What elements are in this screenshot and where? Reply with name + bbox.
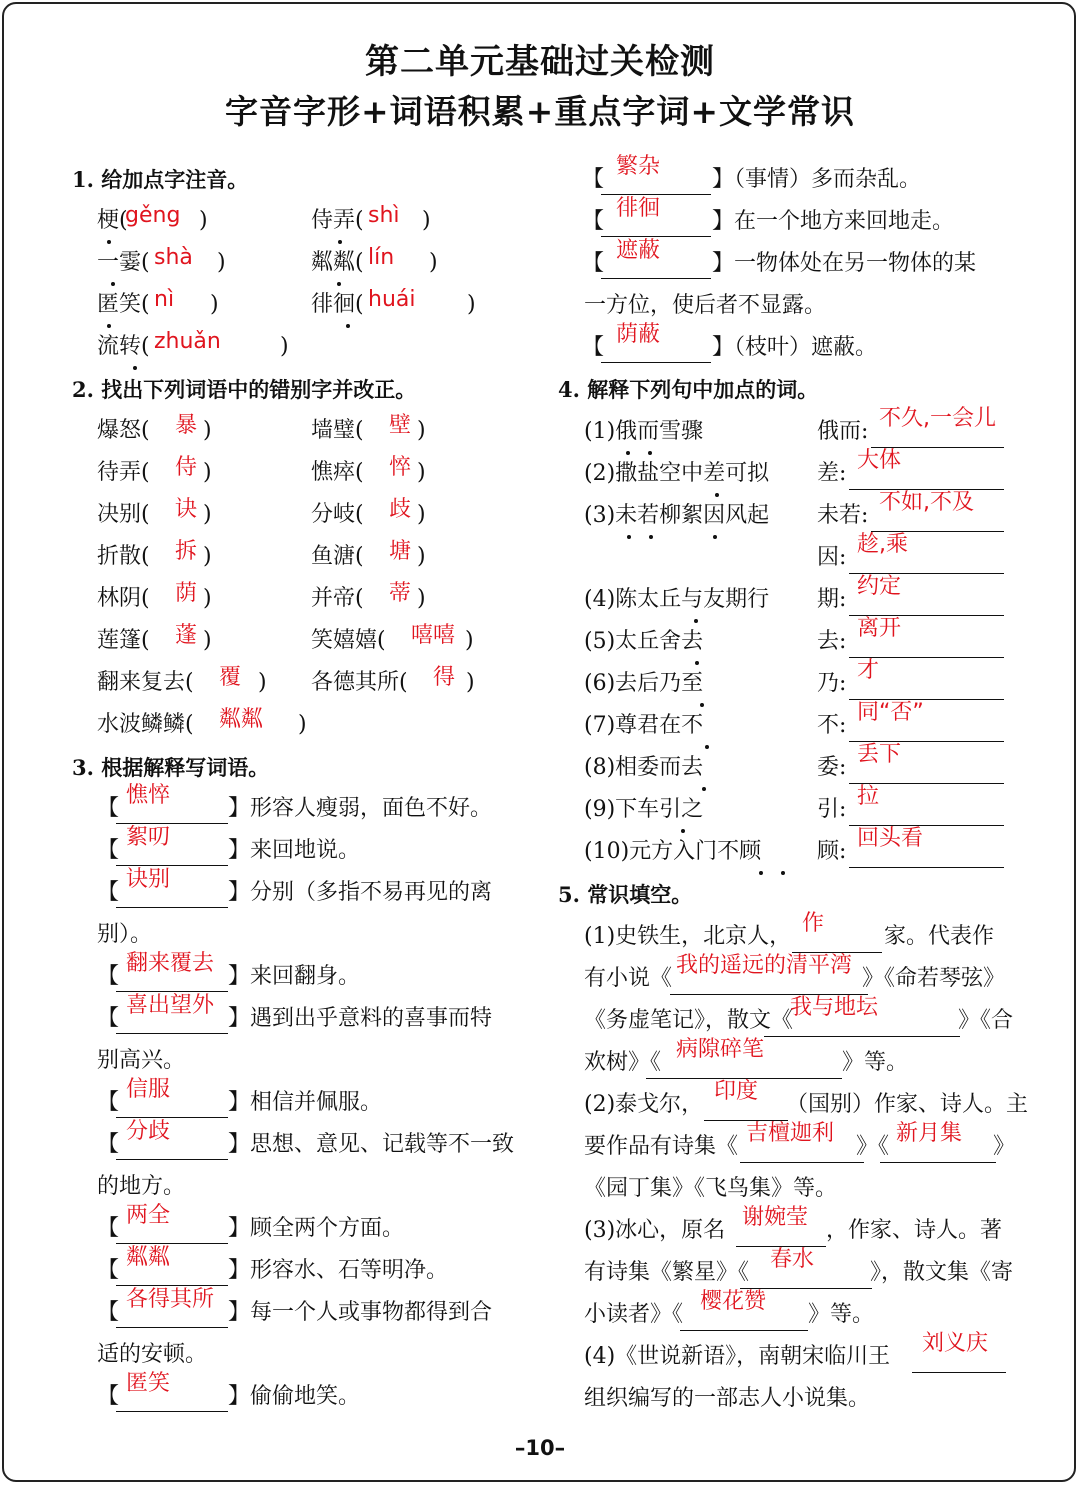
s3-open-bracket: 【 bbox=[97, 1132, 120, 1157]
s1-paren: ) bbox=[210, 292, 219, 317]
section-heading: 2. 找出下列词语中的错别字并改正。 bbox=[72, 377, 417, 402]
s3-definition: 】遇到出乎意料的喜事而特 bbox=[228, 1006, 493, 1031]
s4-meaning-answer: 不久,一会儿 bbox=[879, 406, 996, 431]
s5-text: 》《 bbox=[856, 1134, 890, 1159]
answer-blank-line bbox=[116, 1033, 228, 1034]
s4-keyword: 因: bbox=[817, 545, 847, 570]
s3-open-bracket: 【 bbox=[97, 1258, 120, 1283]
s3-definition: 】相信并佩服。 bbox=[228, 1090, 383, 1115]
emphasis-dot bbox=[694, 619, 698, 623]
s1-word: 梗( bbox=[97, 208, 128, 233]
page-subtitle: 字音字形+词语积累+重点字词+文学常识 bbox=[225, 92, 855, 131]
s2-word: 爆怒( bbox=[97, 418, 150, 443]
s5-text: (2)泰戈尔， bbox=[584, 1092, 704, 1117]
s3-word-answer: 诀别 bbox=[126, 867, 171, 892]
s3-open-bracket: 【 bbox=[97, 1216, 120, 1241]
s3-definition-cont: 适的安顿。 bbox=[97, 1342, 208, 1367]
s4-sentence: (7)尊君在不 bbox=[584, 713, 704, 738]
section-heading: 3. 根据解释写词语。 bbox=[72, 755, 270, 780]
s4-keyword: 未若: bbox=[817, 503, 869, 528]
s3-open-bracket: 【 bbox=[97, 964, 120, 989]
s5-text: (1)史铁生，北京人， bbox=[584, 924, 792, 949]
s2-correction-answer: 悴 bbox=[389, 455, 412, 480]
answer-blank-line bbox=[740, 1162, 864, 1163]
s5-text: 》 bbox=[993, 1134, 1016, 1159]
s3-definition: 】（事情）多而杂乱。 bbox=[712, 167, 922, 192]
s5-text: (4)《世说新语》，南朝宋临川王 bbox=[584, 1344, 891, 1369]
emphasis-dot bbox=[648, 451, 652, 455]
s2-correction-answer: 侍 bbox=[175, 455, 198, 480]
s2-paren: ) bbox=[203, 502, 212, 527]
s1-paren: ) bbox=[467, 292, 476, 317]
s2-correction-answer: 得 bbox=[433, 665, 456, 690]
s2-correction-answer: 覆 bbox=[219, 665, 242, 690]
s1-paren: ) bbox=[217, 250, 226, 275]
s2-word: 折散( bbox=[97, 544, 150, 569]
emphasis-dot bbox=[705, 745, 709, 749]
s3-open-bracket: 【 bbox=[582, 335, 605, 360]
emphasis-dot bbox=[702, 787, 706, 791]
s3-open-bracket: 【 bbox=[97, 796, 120, 821]
answer-blank-line bbox=[680, 1330, 808, 1331]
s2-correction-answer: 暴 bbox=[175, 413, 198, 438]
s5-text: （国别）作家、诗人。主 bbox=[786, 1092, 1029, 1117]
s4-meaning-answer: 才 bbox=[857, 658, 880, 683]
s2-paren: ) bbox=[417, 586, 426, 611]
s1-pinyin-answer: gěng bbox=[125, 203, 181, 228]
s1-word: 一霎( bbox=[97, 250, 150, 275]
s2-correction-answer: 塘 bbox=[389, 539, 412, 564]
emphasis-dot bbox=[759, 871, 763, 875]
s4-keyword: 不: bbox=[817, 713, 847, 738]
s1-pinyin-answer: shà bbox=[154, 245, 193, 270]
s3-word-answer: 荫蔽 bbox=[616, 322, 661, 347]
s5-answer: 我与地坛 bbox=[790, 995, 879, 1020]
emphasis-dot bbox=[133, 366, 137, 370]
s3-definition-cont: 别高兴。 bbox=[97, 1048, 186, 1073]
s2-correction-answer: 荫 bbox=[175, 581, 198, 606]
s2-word: 鱼溏( bbox=[311, 544, 364, 569]
s3-word-answer: 喜出望外 bbox=[126, 993, 215, 1018]
s4-sentence: (1)俄而雪骤 bbox=[584, 419, 704, 444]
s5-answer: 春水 bbox=[770, 1247, 815, 1272]
s3-definition: 】形容人瘦弱，面色不好。 bbox=[228, 796, 493, 821]
s2-word: 翻来复去( bbox=[97, 670, 194, 695]
s3-definition: 】（枝叶）遮蔽。 bbox=[712, 335, 878, 360]
s1-word: 匿笑( bbox=[97, 292, 150, 317]
s1-paren: ) bbox=[422, 208, 431, 233]
s1-pinyin-answer: zhuǎn bbox=[154, 329, 221, 354]
s5-text: 《务虚笔记》，散文《 bbox=[584, 1008, 794, 1033]
s5-answer: 我的遥远的清平湾 bbox=[676, 953, 853, 978]
answer-blank-line bbox=[880, 1162, 996, 1163]
s5-answer: 樱花赞 bbox=[700, 1289, 767, 1314]
s4-keyword: 委: bbox=[817, 755, 847, 780]
s3-open-bracket: 【 bbox=[582, 251, 605, 276]
s3-open-bracket: 【 bbox=[97, 1300, 120, 1325]
s2-paren: ) bbox=[203, 418, 212, 443]
emphasis-dot bbox=[337, 282, 341, 286]
emphasis-dot bbox=[107, 240, 111, 244]
s2-paren: ) bbox=[417, 502, 426, 527]
answer-blank-line bbox=[116, 1327, 228, 1328]
s2-word: 待弄( bbox=[97, 460, 150, 485]
s3-definition: 】来回地说。 bbox=[228, 838, 361, 863]
s1-pinyin-answer: shì bbox=[368, 203, 400, 228]
emphasis-dot bbox=[111, 282, 115, 286]
s4-keyword: 期: bbox=[817, 587, 847, 612]
s2-word: 墙璧( bbox=[311, 418, 364, 443]
s3-word-answer: 两全 bbox=[126, 1203, 171, 1228]
s5-answer: 吉檀迦利 bbox=[746, 1121, 835, 1146]
s3-open-bracket: 【 bbox=[97, 1006, 120, 1031]
s3-word-answer: 徘徊 bbox=[616, 196, 661, 221]
s1-word: 流转( bbox=[97, 334, 150, 359]
s3-definition-cont: 的地方。 bbox=[97, 1174, 186, 1199]
s2-paren: ) bbox=[417, 460, 426, 485]
s5-text: ，作家、诗人。著 bbox=[826, 1218, 1003, 1243]
s5-text: 欢树》《 bbox=[584, 1050, 662, 1075]
s3-open-bracket: 【 bbox=[97, 1090, 120, 1115]
s5-text: 组织编写的一部志人小说集。 bbox=[584, 1386, 871, 1411]
s5-answer: 谢婉莹 bbox=[742, 1205, 809, 1230]
s4-meaning-answer: 拉 bbox=[857, 784, 880, 809]
s3-definition: 】一物体处在另一物体的某 bbox=[712, 251, 977, 276]
s5-text: (3)冰心，原名 bbox=[584, 1218, 726, 1243]
s2-paren: ) bbox=[203, 586, 212, 611]
s2-paren: ) bbox=[258, 670, 267, 695]
s3-open-bracket: 【 bbox=[97, 880, 120, 905]
s3-definition-cont: 一方位，使后者不显露。 bbox=[584, 293, 827, 318]
s3-word-answer: 各得其所 bbox=[126, 1287, 215, 1312]
s3-definition: 】每一个人或事物都得到合 bbox=[228, 1300, 493, 1325]
s2-paren: ) bbox=[203, 544, 212, 569]
s3-word-answer: 遮蔽 bbox=[616, 238, 661, 263]
s5-text: 有诗集《繁星》《 bbox=[584, 1260, 750, 1285]
s3-definition: 】思想、意见、记载等不一致 bbox=[228, 1132, 515, 1157]
s3-definition: 】在一个地方来回地走。 bbox=[712, 209, 955, 234]
s3-open-bracket: 【 bbox=[582, 209, 605, 234]
s4-sentence: (5)太丘舍去 bbox=[584, 629, 704, 654]
s2-correction-answer: 诀 bbox=[175, 497, 198, 522]
s3-definition: 】偷偷地笑。 bbox=[228, 1384, 361, 1409]
s2-word: 并帝( bbox=[311, 586, 364, 611]
s5-text: 》等。 bbox=[808, 1302, 875, 1327]
emphasis-dot bbox=[695, 661, 699, 665]
emphasis-dot bbox=[700, 703, 704, 707]
emphasis-dot bbox=[627, 535, 631, 539]
emphasis-dot bbox=[649, 535, 653, 539]
s2-word: 分岐( bbox=[311, 502, 364, 527]
s2-paren: ) bbox=[417, 418, 426, 443]
s3-definition: 】来回翻身。 bbox=[228, 964, 361, 989]
emphasis-dot bbox=[346, 324, 350, 328]
s2-correction-answer: 嘻嘻 bbox=[411, 623, 456, 648]
s3-word-answer: 絮叨 bbox=[126, 825, 171, 850]
answer-blank-line bbox=[764, 1036, 960, 1037]
s1-pinyin-answer: nì bbox=[154, 287, 175, 312]
s5-text: 》《命若琴弦》 bbox=[862, 966, 1006, 991]
s3-open-bracket: 【 bbox=[97, 1384, 120, 1409]
s1-word: 侍弄( bbox=[311, 208, 364, 233]
s3-word-answer: 憔悴 bbox=[126, 783, 171, 808]
emphasis-dot bbox=[338, 240, 342, 244]
s5-answer: 刘义庆 bbox=[922, 1331, 989, 1356]
s4-sentence: (6)去后乃至 bbox=[584, 671, 704, 696]
s5-text: 》，散文集《寄 bbox=[870, 1260, 1014, 1285]
page-title: 第二单元基础过关检测 bbox=[365, 42, 715, 82]
answer-blank-line bbox=[601, 278, 711, 279]
s4-sentence: (8)相委而去 bbox=[584, 755, 704, 780]
s3-word-answer: 粼粼 bbox=[126, 1245, 171, 1270]
s4-keyword: 俄而: bbox=[817, 419, 869, 444]
answer-blank-line bbox=[116, 1411, 228, 1412]
s4-sentence: (3)未若柳絮因风起 bbox=[584, 503, 770, 528]
s3-definition: 】形容水、石等明净。 bbox=[228, 1258, 449, 1283]
s3-word-answer: 匿笑 bbox=[126, 1371, 171, 1396]
s5-text: 《园丁集》《飞鸟集》等。 bbox=[584, 1176, 838, 1201]
emphasis-dot bbox=[626, 451, 630, 455]
s2-paren: ) bbox=[203, 460, 212, 485]
s3-definition-cont: 别）。 bbox=[97, 922, 153, 947]
s4-meaning-answer: 同“否” bbox=[857, 700, 924, 725]
section-heading: 1. 给加点字注音。 bbox=[72, 167, 249, 192]
s5-answer: 新月集 bbox=[896, 1121, 963, 1146]
s4-meaning-answer: 大体 bbox=[857, 448, 902, 473]
answer-blank-line bbox=[849, 867, 1004, 868]
s2-paren: ) bbox=[203, 628, 212, 653]
s1-paren: ) bbox=[199, 208, 208, 233]
answer-blank-line bbox=[116, 907, 228, 908]
s2-paren: ) bbox=[465, 628, 474, 653]
s2-paren: ) bbox=[417, 544, 426, 569]
emphasis-dot bbox=[715, 493, 719, 497]
emphasis-dot bbox=[107, 324, 111, 328]
s5-answer: 作 bbox=[802, 911, 825, 936]
s4-meaning-answer: 离开 bbox=[857, 616, 902, 641]
s4-meaning-answer: 回头看 bbox=[857, 826, 924, 851]
s5-text: 家。代表作 bbox=[884, 924, 995, 949]
s4-meaning-answer: 不如,不及 bbox=[879, 490, 974, 515]
s4-sentence: (2)撒盐空中差可拟 bbox=[584, 461, 770, 486]
s2-correction-answer: 拆 bbox=[175, 539, 198, 564]
s5-text: 》《合 bbox=[958, 1008, 1014, 1033]
s5-answer: 印度 bbox=[714, 1079, 759, 1104]
s5-text: 》等。 bbox=[842, 1050, 909, 1075]
s1-paren: ) bbox=[280, 334, 289, 359]
s5-text: 有小说《 bbox=[584, 966, 673, 991]
s4-keyword: 差: bbox=[817, 461, 847, 486]
section-heading: 4. 解释下列句中加点的词。 bbox=[558, 377, 819, 402]
s3-open-bracket: 【 bbox=[97, 838, 120, 863]
s3-definition: 】分别（多指不易再见的离 bbox=[228, 880, 493, 905]
s2-correction-answer: 歧 bbox=[389, 497, 412, 522]
s1-pinyin-answer: huái bbox=[368, 287, 416, 312]
s1-paren: ) bbox=[429, 250, 438, 275]
s4-sentence: (10)元方入门不顾 bbox=[584, 839, 762, 864]
emphasis-dot bbox=[781, 871, 785, 875]
s2-paren: ) bbox=[298, 712, 307, 737]
s2-word: 水波鳞鳞( bbox=[97, 712, 194, 737]
s1-word: 徘徊( bbox=[311, 292, 364, 317]
s3-word-answer: 繁杂 bbox=[616, 154, 661, 179]
s2-correction-answer: 蒂 bbox=[389, 581, 412, 606]
emphasis-dot bbox=[681, 829, 685, 833]
s2-word: 憔瘁( bbox=[311, 460, 364, 485]
s5-text: 要作品有诗集《 bbox=[584, 1134, 739, 1159]
s2-correction-answer: 粼粼 bbox=[219, 707, 264, 732]
s2-correction-answer: 壁 bbox=[389, 413, 412, 438]
s4-keyword: 乃: bbox=[817, 671, 847, 696]
emphasis-dot bbox=[713, 535, 717, 539]
s1-pinyin-answer: lín bbox=[368, 245, 395, 270]
s3-open-bracket: 【 bbox=[582, 167, 605, 192]
answer-blank-line bbox=[601, 362, 711, 363]
s1-word: 粼粼( bbox=[311, 250, 364, 275]
s2-word: 林阴( bbox=[97, 586, 150, 611]
s5-text: 小读者》《 bbox=[584, 1302, 684, 1327]
s3-word-answer: 翻来覆去 bbox=[126, 951, 215, 976]
page-number: –10– bbox=[514, 1436, 566, 1460]
s4-keyword: 引: bbox=[817, 797, 847, 822]
s2-word: 各德其所( bbox=[311, 670, 408, 695]
s4-sentence: (4)陈太丘与友期行 bbox=[584, 587, 770, 612]
s2-word: 决别( bbox=[97, 502, 150, 527]
s3-word-answer: 分歧 bbox=[126, 1119, 171, 1144]
s2-correction-answer: 蓬 bbox=[175, 623, 198, 648]
s4-meaning-answer: 趁,乘 bbox=[857, 532, 908, 557]
section-heading: 5. 常识填空。 bbox=[558, 882, 693, 907]
answer-blank-line bbox=[116, 1159, 228, 1160]
s5-answer: 病隙碎笔 bbox=[676, 1037, 765, 1062]
s2-word: 莲篷( bbox=[97, 628, 150, 653]
s2-paren: ) bbox=[466, 670, 475, 695]
s4-sentence: (9)下车引之 bbox=[584, 797, 704, 822]
s3-word-answer: 信服 bbox=[126, 1077, 171, 1102]
s4-meaning-answer: 约定 bbox=[857, 574, 902, 599]
s4-keyword: 顾: bbox=[817, 839, 847, 864]
s3-definition: 】顾全两个方面。 bbox=[228, 1216, 405, 1241]
s4-keyword: 去: bbox=[817, 629, 847, 654]
s2-word: 笑嬉嬉( bbox=[311, 628, 386, 653]
answer-blank-line bbox=[912, 1372, 1006, 1373]
s4-meaning-answer: 丢下 bbox=[857, 742, 902, 767]
